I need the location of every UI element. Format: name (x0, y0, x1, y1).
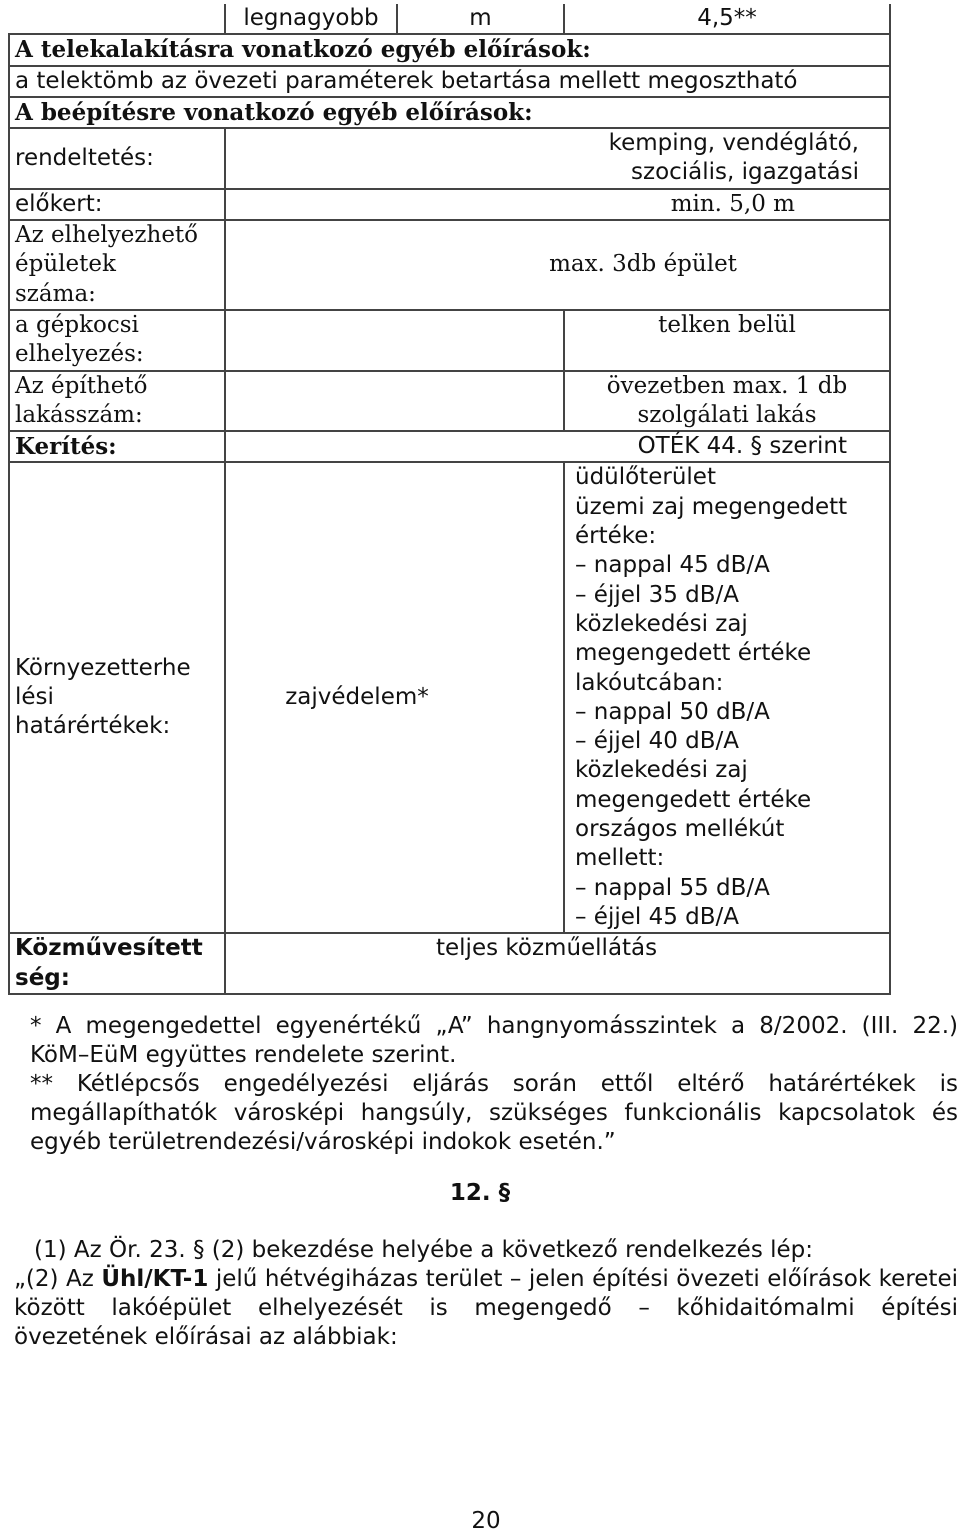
row-kerites (9, 431, 890, 462)
lakas-label: Az építhető lakásszám: (9, 371, 225, 432)
noise-line: közlekedési zaj (575, 757, 748, 784)
elokert-value: min. 5,0 m (225, 189, 890, 220)
gepkocsi-value: telken belül (564, 310, 890, 371)
elokert-label: előkert: (9, 189, 225, 220)
epuletek-label: Az elhelyezhető épületek száma: (9, 220, 225, 310)
row-gepkocsi (9, 310, 890, 371)
noise-line: közlekedési zaj (575, 610, 748, 637)
telek-text: a telektömb az övezeti paraméterek betartása mellett megosztható (9, 66, 890, 97)
zone-code: Ühl/KT-1 (101, 1266, 209, 1292)
kozmu-value: teljes közműellátás (225, 933, 890, 994)
row-beep-heading (9, 97, 890, 128)
noise-line: üzemi zaj megengedett (575, 493, 848, 520)
regulation-table (8, 4, 891, 995)
row-kozmu (9, 933, 890, 994)
beep-heading: A beépítésre vonatkozó egyéb előírások: (9, 97, 890, 128)
noise-line: országos mellékút (575, 816, 785, 843)
row-telek-heading (9, 34, 890, 65)
rendeltetes-value: kemping, vendéglátó, szociális, igazgatási (225, 128, 890, 189)
gepkocsi-label: a gépkocsi elhelyezés: (9, 310, 225, 371)
kozmu-label: Közművesített ség: (9, 933, 225, 994)
noise-line: – éjjel 35 dB/A (575, 581, 740, 608)
cell-unit: m (397, 4, 564, 34)
para-1: (1) Az Ör. 23. § (2) bekezdése helyébe a következő rendelkezés lép: (34, 1237, 814, 1263)
cell-legnagyobb: legnagyobb (225, 4, 397, 34)
noise-line: üdülőterület (575, 464, 716, 491)
row-kornyezet (9, 462, 890, 933)
kerites-label: Kerítés: (9, 431, 225, 462)
row-epuletek (9, 220, 890, 310)
footnotes (30, 1012, 958, 1157)
lakas-value: övezetben max. 1 db szolgálati lakás (564, 371, 890, 432)
noise-line: – nappal 55 dB/A (575, 874, 770, 901)
noise-line: – éjjel 45 dB/A (575, 903, 740, 930)
row-telek-text (9, 66, 890, 97)
kerites-value: OTÉK 44. § szerint (397, 431, 890, 462)
row-lakas (9, 371, 890, 432)
row-legnagyobb (9, 4, 890, 34)
noise-line: megengedett értéke (575, 640, 812, 667)
noise-line: – éjjel 40 dB/A (575, 728, 740, 755)
noise-line: – nappal 45 dB/A (575, 552, 770, 579)
kornyezet-label: Környezetterhe lési határértékek: (9, 462, 225, 933)
section-number: 12. § (449, 1180, 511, 1206)
footnote-2: ** Kétlépcsős engedélyezési eljárás során ettől eltérő határértékek is megállapíthatók városképi hangsúly, szükséges funkcionális kapcsolatok és egyéb területrendezési/városképi indokok esetén.” (30, 1071, 958, 1155)
kornyezet-values (564, 462, 890, 933)
cell-max-height: 4,5** (564, 4, 890, 34)
noise-line: értéke: (575, 523, 657, 550)
noise-line: – nappal 50 dB/A (575, 698, 770, 725)
telek-heading: A telekalakításra vonatkozó egyéb előírások: (9, 34, 890, 65)
noise-line: megengedett értéke (575, 786, 812, 813)
row-elokert (9, 189, 890, 220)
kornyezet-mid: zajvédelem* (225, 462, 564, 933)
epuletek-value: max. 3db épület (397, 220, 890, 310)
amendment-paragraph (14, 1236, 958, 1352)
page-number: 20 (471, 1508, 501, 1534)
rendeltetes-label: rendeltetés: (9, 128, 225, 189)
noise-line: lakóutcában: (575, 669, 724, 696)
para-2: „(2) Az Ühl/KT-1 jelű hétvégiházas terület – jelen építési övezeti előírások keretei között lakóépület elhelyezését is megengedő – kőhidaitómalmi építési övezetének előírásai az alábbiak: (14, 1266, 958, 1350)
noise-line: mellett: (575, 845, 665, 872)
footnote-1: * A megengedettel egyenértékű „A” hangnyomásszintek a 8/2002. (III. 22.) KöM–EüM együttes rendelete szerint. (30, 1013, 958, 1068)
row-rendeltetes (9, 128, 890, 189)
